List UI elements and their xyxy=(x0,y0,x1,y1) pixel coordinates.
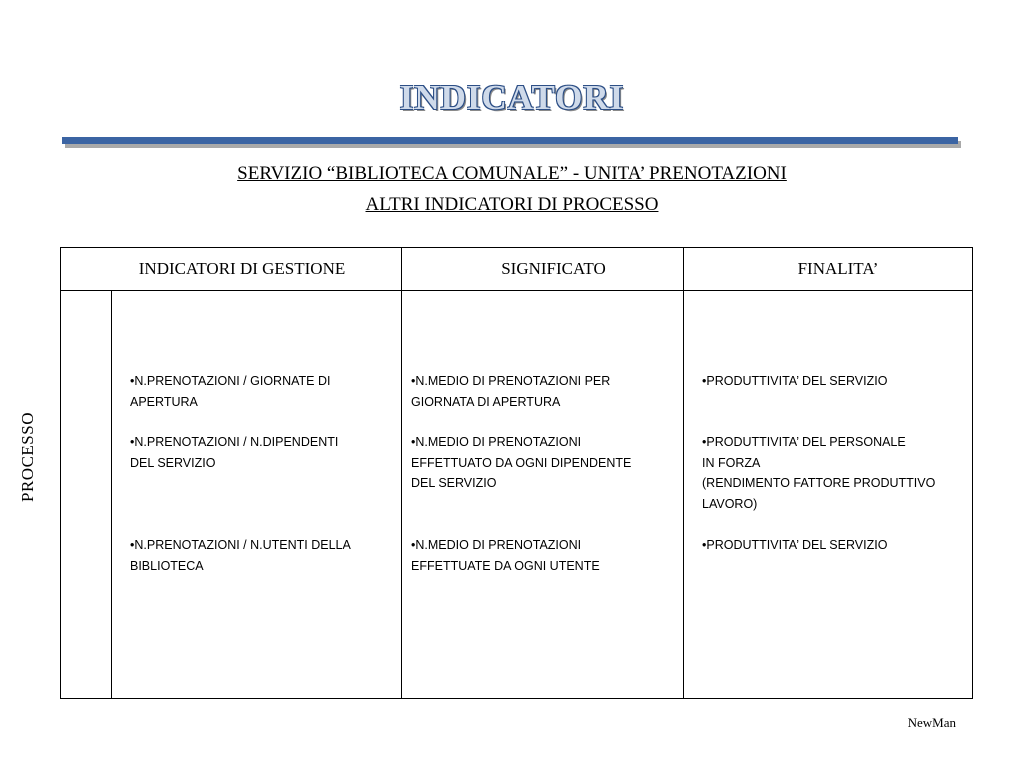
cell-significato-3: •N.MEDIO DI PRENOTAZIONI EFFETTUATE DA OGNI UTENTE xyxy=(411,538,600,573)
cell-gestione-1: •N.PRENOTAZIONI / GIORNATE DI APERTURA xyxy=(130,374,331,409)
header-significato: SIGNIFICATO xyxy=(501,259,606,278)
cell-finalita-2: •PRODUTTIVITA’ DEL PERSONALE IN FORZA (RENDIMENTO FATTORE PRODUTTIVO LAVORO) xyxy=(702,435,936,511)
subtitle-line-1 xyxy=(0,162,1024,186)
cell-gestione-2: •N.PRENOTAZIONI / N.DIPENDENTI DEL SERVIZIO xyxy=(130,435,339,470)
cell-significato-1: •N.MEDIO DI PRENOTAZIONI PER GIORNATA DI APERTURA xyxy=(411,374,611,409)
table-row-label-divider xyxy=(111,291,112,698)
subtitle-line-2 xyxy=(0,193,1024,217)
cell-finalita-3: •PRODUTTIVITA’ DEL SERVIZIO xyxy=(702,538,888,552)
header-finalita: FINALITA’ xyxy=(797,259,879,278)
cell-gestione-3: •N.PRENOTAZIONI / N.UTENTI DELLA BIBLIOTECA xyxy=(130,538,351,573)
table-column-divider-1 xyxy=(401,248,402,698)
header-indicatori-di-gestione: INDICATORI DI GESTIONE xyxy=(138,259,346,278)
title-rule xyxy=(62,137,958,144)
subtitle-line-2-text: ALTRI INDICATORI DI PROCESSO xyxy=(365,194,659,215)
cell-significato-2: •N.MEDIO DI PRENOTAZIONI EFFETTUATO DA OGNI DIPENDENTE DEL SERVIZIO xyxy=(411,435,632,490)
subtitle-line-1-text: SERVIZIO “BIBLIOTECA COMUNALE” - UNITA’ PRENOTAZIONI xyxy=(237,163,787,184)
footer-credit: NewMan xyxy=(907,715,956,730)
cell-finalita-1: •PRODUTTIVITA’ DEL SERVIZIO xyxy=(702,374,888,388)
table-column-divider-2 xyxy=(683,248,684,698)
table-header-divider xyxy=(61,290,972,291)
row-label-processo: PROCESSO xyxy=(18,412,37,502)
slide-title: INDICATORI xyxy=(399,78,625,117)
